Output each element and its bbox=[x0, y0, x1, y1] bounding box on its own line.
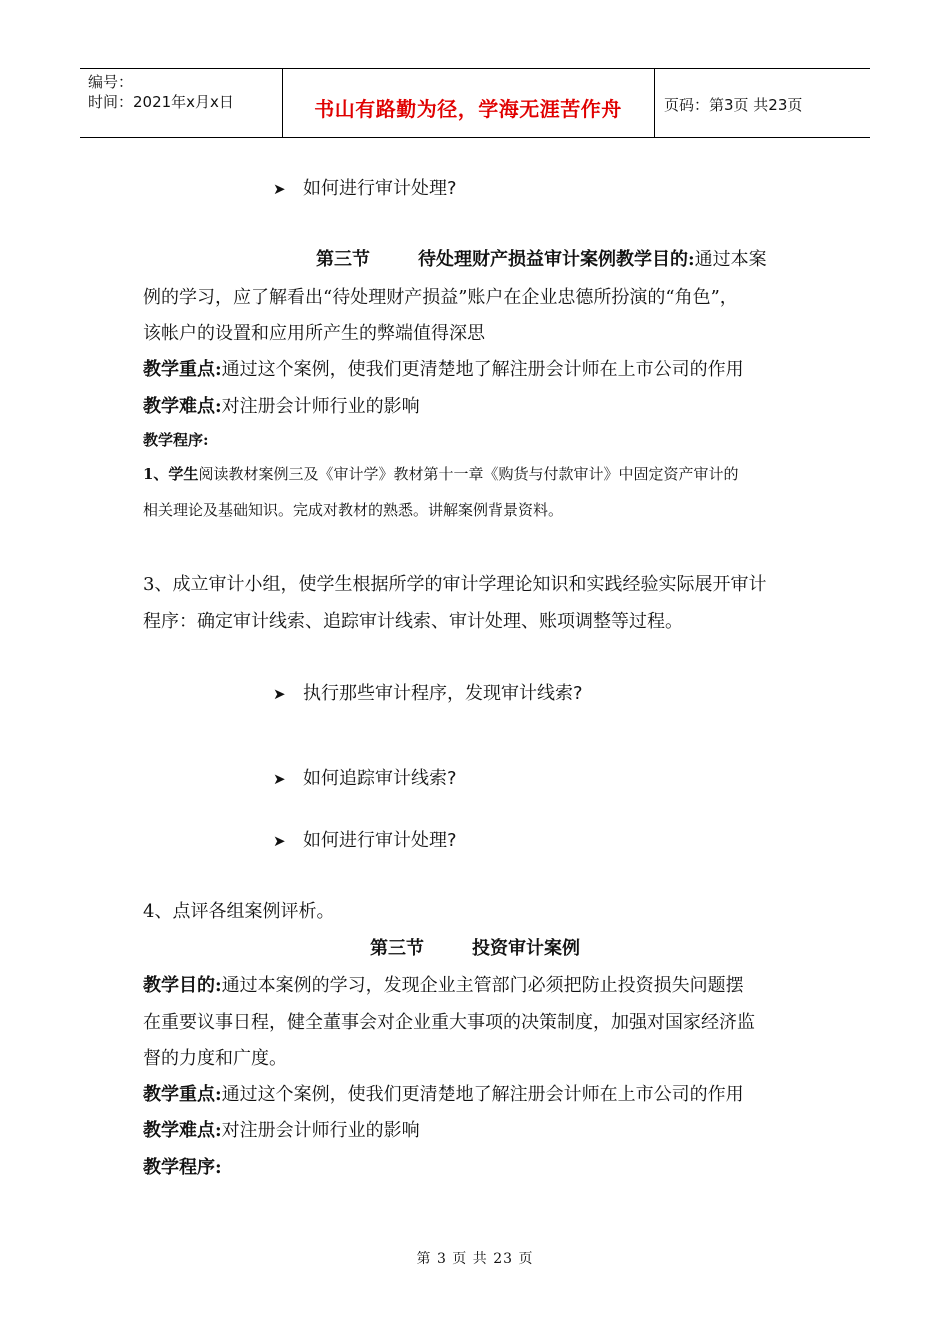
bullet-item bbox=[273, 679, 583, 705]
teaching-focus bbox=[143, 1080, 744, 1106]
bullet-text: 如何追踪审计线索? bbox=[303, 768, 457, 789]
header-page-info: 页码：第3页 共23页 bbox=[664, 96, 803, 114]
bullet-item bbox=[273, 826, 457, 852]
paragraph-line: 该帐户的设置和应用所产生的弊端值得深思 bbox=[143, 323, 485, 344]
arrow-bullet-icon: ➤ bbox=[273, 180, 286, 198]
arrow-bullet-icon: ➤ bbox=[273, 832, 286, 850]
text: 通过这个案例，使我们更清楚地了解注册会计师在上市公司的作用 bbox=[221, 359, 744, 380]
step-1-line-2: 相关理论及基础知识。完成对教材的熟悉。讲解案例背景资料。 bbox=[143, 501, 564, 519]
paragraph-text: 通过本案 bbox=[694, 249, 767, 270]
text: 通过这个案例，使我们更清楚地了解注册会计师在上市公司的作用 bbox=[221, 1084, 744, 1105]
section-2-heading bbox=[0, 934, 950, 960]
header-motto-cell bbox=[282, 69, 655, 137]
arrow-bullet-icon: ➤ bbox=[273, 770, 286, 788]
step-3-line-1: 3、成立审计小组，使学生根据所学的审计学理论知识和实践经验实际展开审计 bbox=[143, 574, 767, 595]
label: 教学难点: bbox=[143, 396, 222, 417]
section-title: 投资审计案例 bbox=[472, 938, 580, 959]
document-date: 时间：2021年x月x日 bbox=[88, 93, 234, 111]
label: 教学重点: bbox=[143, 1084, 222, 1105]
bullet-text: 如何进行审计处理? bbox=[303, 830, 457, 851]
paragraph-line: 在重要议事日程，健全董事会对企业重大事项的决策制度，加强对国家经济监 bbox=[143, 1012, 755, 1033]
text: 对注册会计师行业的影响 bbox=[221, 396, 420, 417]
text: 通过本案例的学习，发现企业主管部门必须把防止投资损失问题摆 bbox=[221, 975, 744, 996]
step-3-line-2: 程序：确定审计线索、追踪审计线索、审计处理、账项调整等过程。 bbox=[143, 611, 683, 632]
step-text: 阅读教材案例三及《审计学》教材第十一章《购货与付款审计》中固定资产审计的 bbox=[198, 465, 739, 483]
teaching-focus bbox=[143, 355, 744, 381]
section-title: 待处理财产损益审计案例教学目的: bbox=[418, 249, 695, 270]
header-motto: 书山有路勤为径，学海无涯苦作舟 bbox=[314, 97, 622, 121]
section-number: 第三节 bbox=[316, 249, 370, 270]
bullet-item bbox=[273, 174, 457, 200]
step-4: 4、点评各组案例评析。 bbox=[143, 901, 335, 922]
label: 教学难点: bbox=[143, 1120, 222, 1141]
header-left-cell bbox=[80, 69, 283, 137]
header-right-cell bbox=[654, 69, 870, 137]
teaching-difficulty bbox=[143, 392, 420, 418]
paragraph-line: 督的力度和广度。 bbox=[143, 1048, 287, 1069]
teaching-difficulty bbox=[143, 1116, 420, 1142]
step-1 bbox=[143, 463, 738, 484]
teaching-procedure-label: 教学程序: bbox=[143, 1157, 222, 1178]
label: 教学重点: bbox=[143, 359, 222, 380]
bullet-text: 如何进行审计处理? bbox=[303, 178, 457, 199]
bullet-text: 执行那些审计程序，发现审计线索? bbox=[303, 683, 583, 704]
page-footer: 第 3 页 共 23 页 bbox=[416, 1251, 534, 1267]
teaching-procedure-label: 教学程序: bbox=[143, 431, 209, 449]
document-number-label: 编号： bbox=[88, 73, 134, 91]
teaching-goal bbox=[143, 971, 744, 997]
label: 教学目的: bbox=[143, 975, 222, 996]
bullet-item bbox=[273, 764, 457, 790]
section-number: 第三节 bbox=[370, 938, 424, 959]
section-heading-line bbox=[143, 245, 767, 271]
text: 对注册会计师行业的影响 bbox=[221, 1120, 420, 1141]
step-label: 1、学生 bbox=[143, 465, 199, 483]
arrow-bullet-icon: ➤ bbox=[273, 685, 286, 703]
page-header bbox=[80, 68, 870, 138]
paragraph-line: 例的学习，应了解看出“待处理财产损益”账户在企业忠德所扮演的“角色”， bbox=[143, 287, 738, 308]
